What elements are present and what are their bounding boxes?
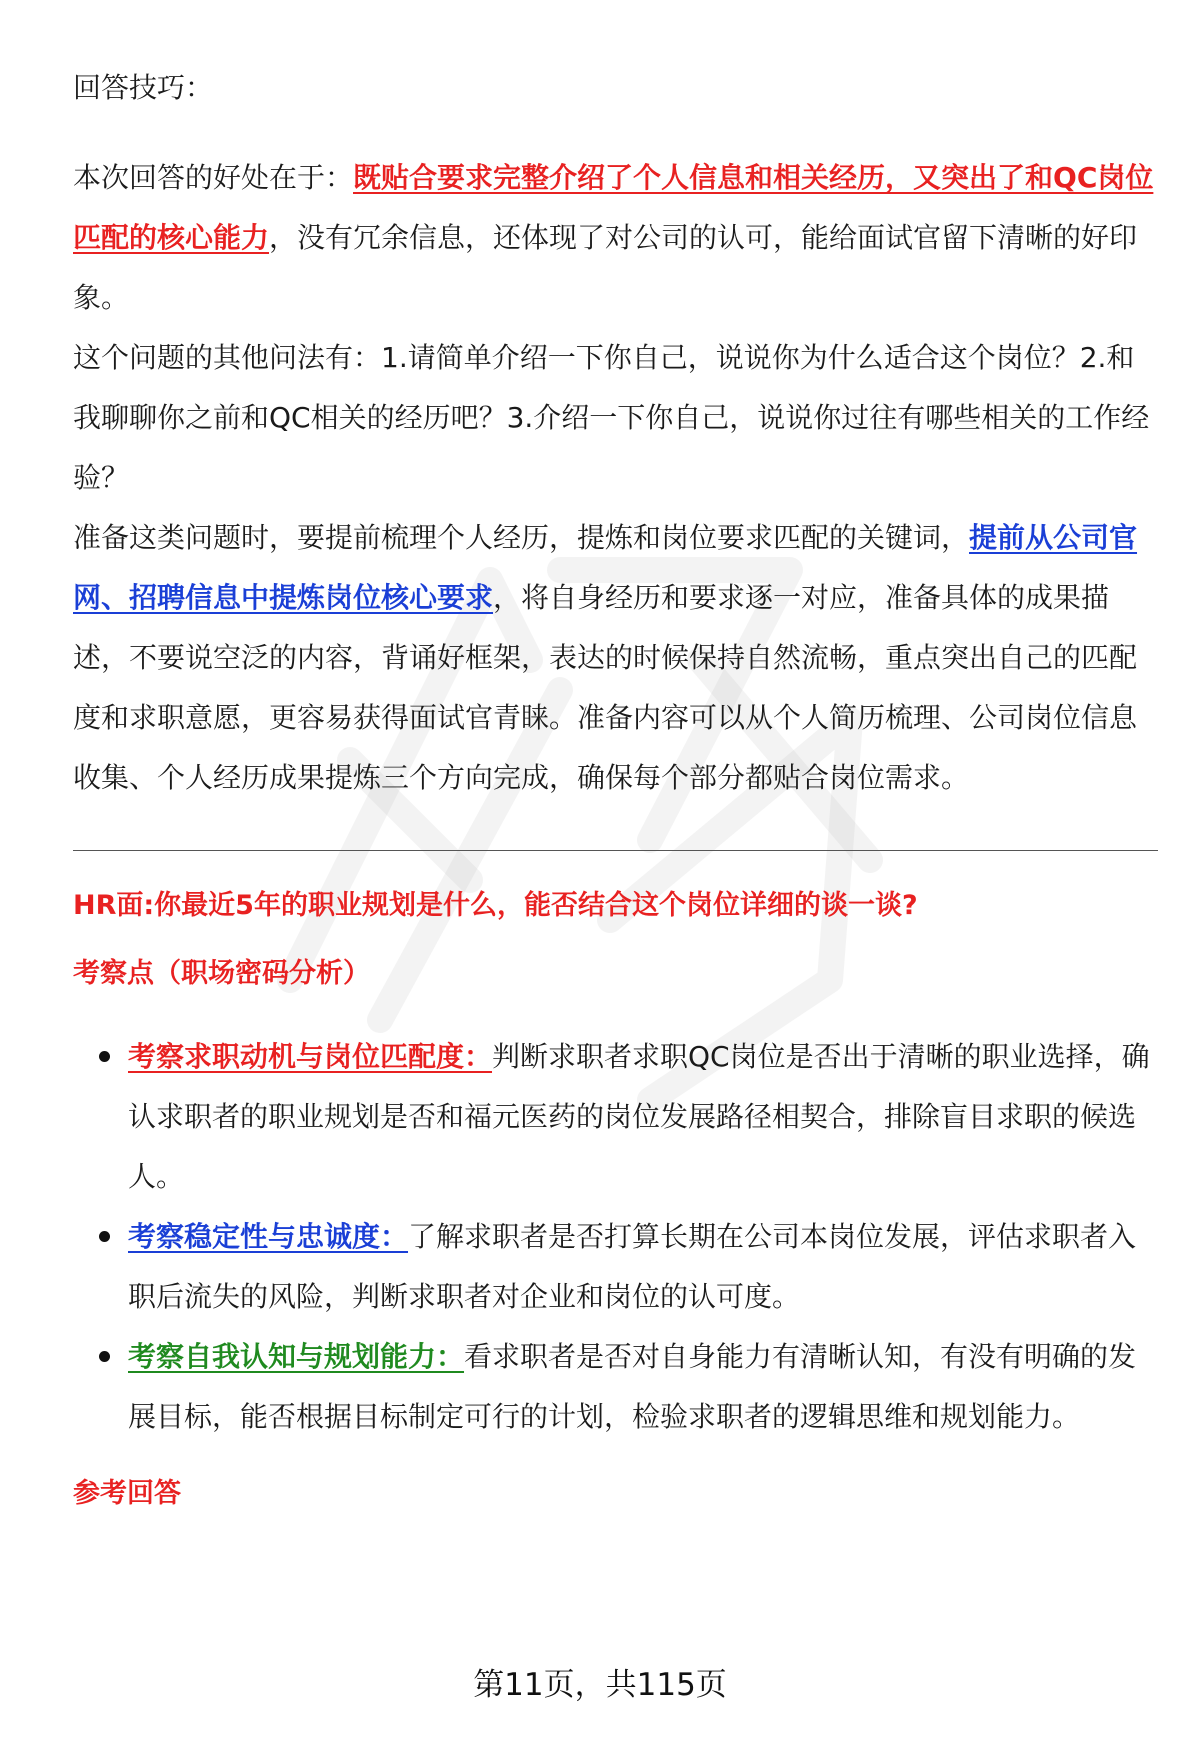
page-number: 第11页，共115页 bbox=[467, 1667, 733, 1703]
assessment-points-heading: 考察点（职场密码分析） bbox=[73, 958, 370, 989]
prepare-highlight-link[interactable]: 提前从公司官网、招聘信息中提炼岗位核心要求 bbox=[73, 521, 1138, 614]
point-text-stability: 了解求职者是否打算长期在公司本岗位发展，评估求职者入职后流失的风险，判断求职者对企业和岗位的认可度。 bbox=[128, 1220, 1137, 1313]
list-item bbox=[73, 1027, 1158, 1207]
point-label-motivation: 考察求职动机与岗位匹配度： bbox=[128, 1040, 493, 1073]
benefit-prefix: 本次回答的好处在于： bbox=[73, 161, 354, 194]
main-content bbox=[73, 58, 1158, 1519]
section-divider bbox=[73, 850, 1158, 851]
point-text-self-awareness: 看求职者是否对自身能力有清晰认知，有没有明确的发展目标，能否根据目标制定可行的计划，检验求职者的逻辑思维和规划能力。 bbox=[128, 1340, 1137, 1433]
point-label-stability: 考察稳定性与忠诚度： bbox=[128, 1220, 409, 1253]
bullet-icon bbox=[99, 1351, 110, 1362]
point-text-motivation: 判断求职者求职QC岗位是否出于清晰的职业选择，确认求职者的职业规划是否和福元医药的岗位发展路径相契合，排除盲目求职的候选人。 bbox=[128, 1040, 1150, 1193]
benefit-suffix: ，没有冗余信息，还体现了对公司的认可，能给面试官留下清晰的好印象。 bbox=[73, 221, 1138, 314]
list-item bbox=[73, 1327, 1158, 1447]
answer-tips-heading: 回答技巧： bbox=[73, 71, 214, 104]
assessment-points-list bbox=[73, 1027, 1158, 1447]
prepare-paragraph bbox=[73, 508, 1158, 808]
benefit-paragraph bbox=[73, 148, 1158, 328]
bullet-icon bbox=[99, 1051, 110, 1062]
prepare-suffix: ，将自身经历和要求逐一对应，准备具体的成果描述，不要说空泛的内容，背诵好框架，表达的时候保持自然流畅，重点突出自己的匹配度和求职意愿，更容易获得面试官青睐。准备内容可以从个人简历梳理、公司岗位信息收集、个人经历成果提炼三个方向完成，确保每个部分都贴合岗位需求。 bbox=[73, 581, 1138, 794]
reference-answer-heading: 参考回答 bbox=[73, 1478, 181, 1509]
list-item bbox=[73, 1207, 1158, 1327]
hr-question-heading: HR面:你最近5年的职业规划是什么，能否结合这个岗位详细的谈一谈? bbox=[73, 890, 918, 921]
prepare-prefix: 准备这类问题时，要提前梳理个人经历，提炼和岗位要求匹配的关键词， bbox=[73, 521, 970, 554]
point-label-self-awareness: 考察自我认知与规划能力： bbox=[128, 1340, 465, 1373]
bullet-icon bbox=[99, 1231, 110, 1242]
page-footer bbox=[0, 1660, 1200, 1710]
benefit-highlight: 既贴合要求完整介绍了个人信息和相关经历，又突出了和QC岗位匹配的核心能力 bbox=[73, 161, 1154, 254]
other-ways-paragraph: 这个问题的其他问法有：1.请简单介绍一下你自己，说说你为什么适合这个岗位？2.和我聊聊你之前和QC相关的经历吧？3.介绍一下你自己，说说你过往有哪些相关的工作经验？ bbox=[73, 341, 1150, 494]
